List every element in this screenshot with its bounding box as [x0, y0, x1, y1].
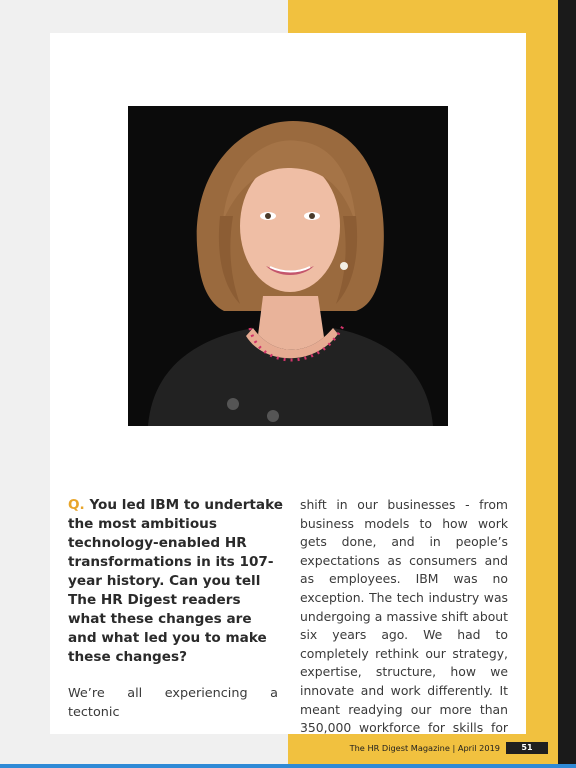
portrait-illustration	[128, 106, 448, 426]
page-edge	[558, 0, 576, 768]
interview-question	[68, 496, 283, 667]
portrait-photo	[128, 106, 448, 426]
bottom-accent-line	[0, 764, 576, 768]
page-number: 51	[506, 742, 548, 754]
footer-publication: The HR Digest Magazine | April 2019	[349, 743, 500, 753]
question-text: You led IBM to undertake the most ambitious technology-enabled HR transformations in its 107-year history. Can you tell The HR Digest readers what these changes are and what led you to make these changes?	[68, 497, 283, 665]
answer-paragraph-start: We’re all experiencing a tectonic	[68, 686, 278, 720]
question-marker: Q.	[68, 497, 85, 513]
answer-paragraph-continued: shift in our businesses - from business models to how work gets done, and in people’s expectations as consumers and as employees. IBM was no exception. The tech industry was undergoing a massive shift about six years ago. We had to completely rethink our strategy, expertise, structure, how we innovate and work differently. It meant readying our more than 350,000 workforce for skills for	[300, 497, 508, 736]
